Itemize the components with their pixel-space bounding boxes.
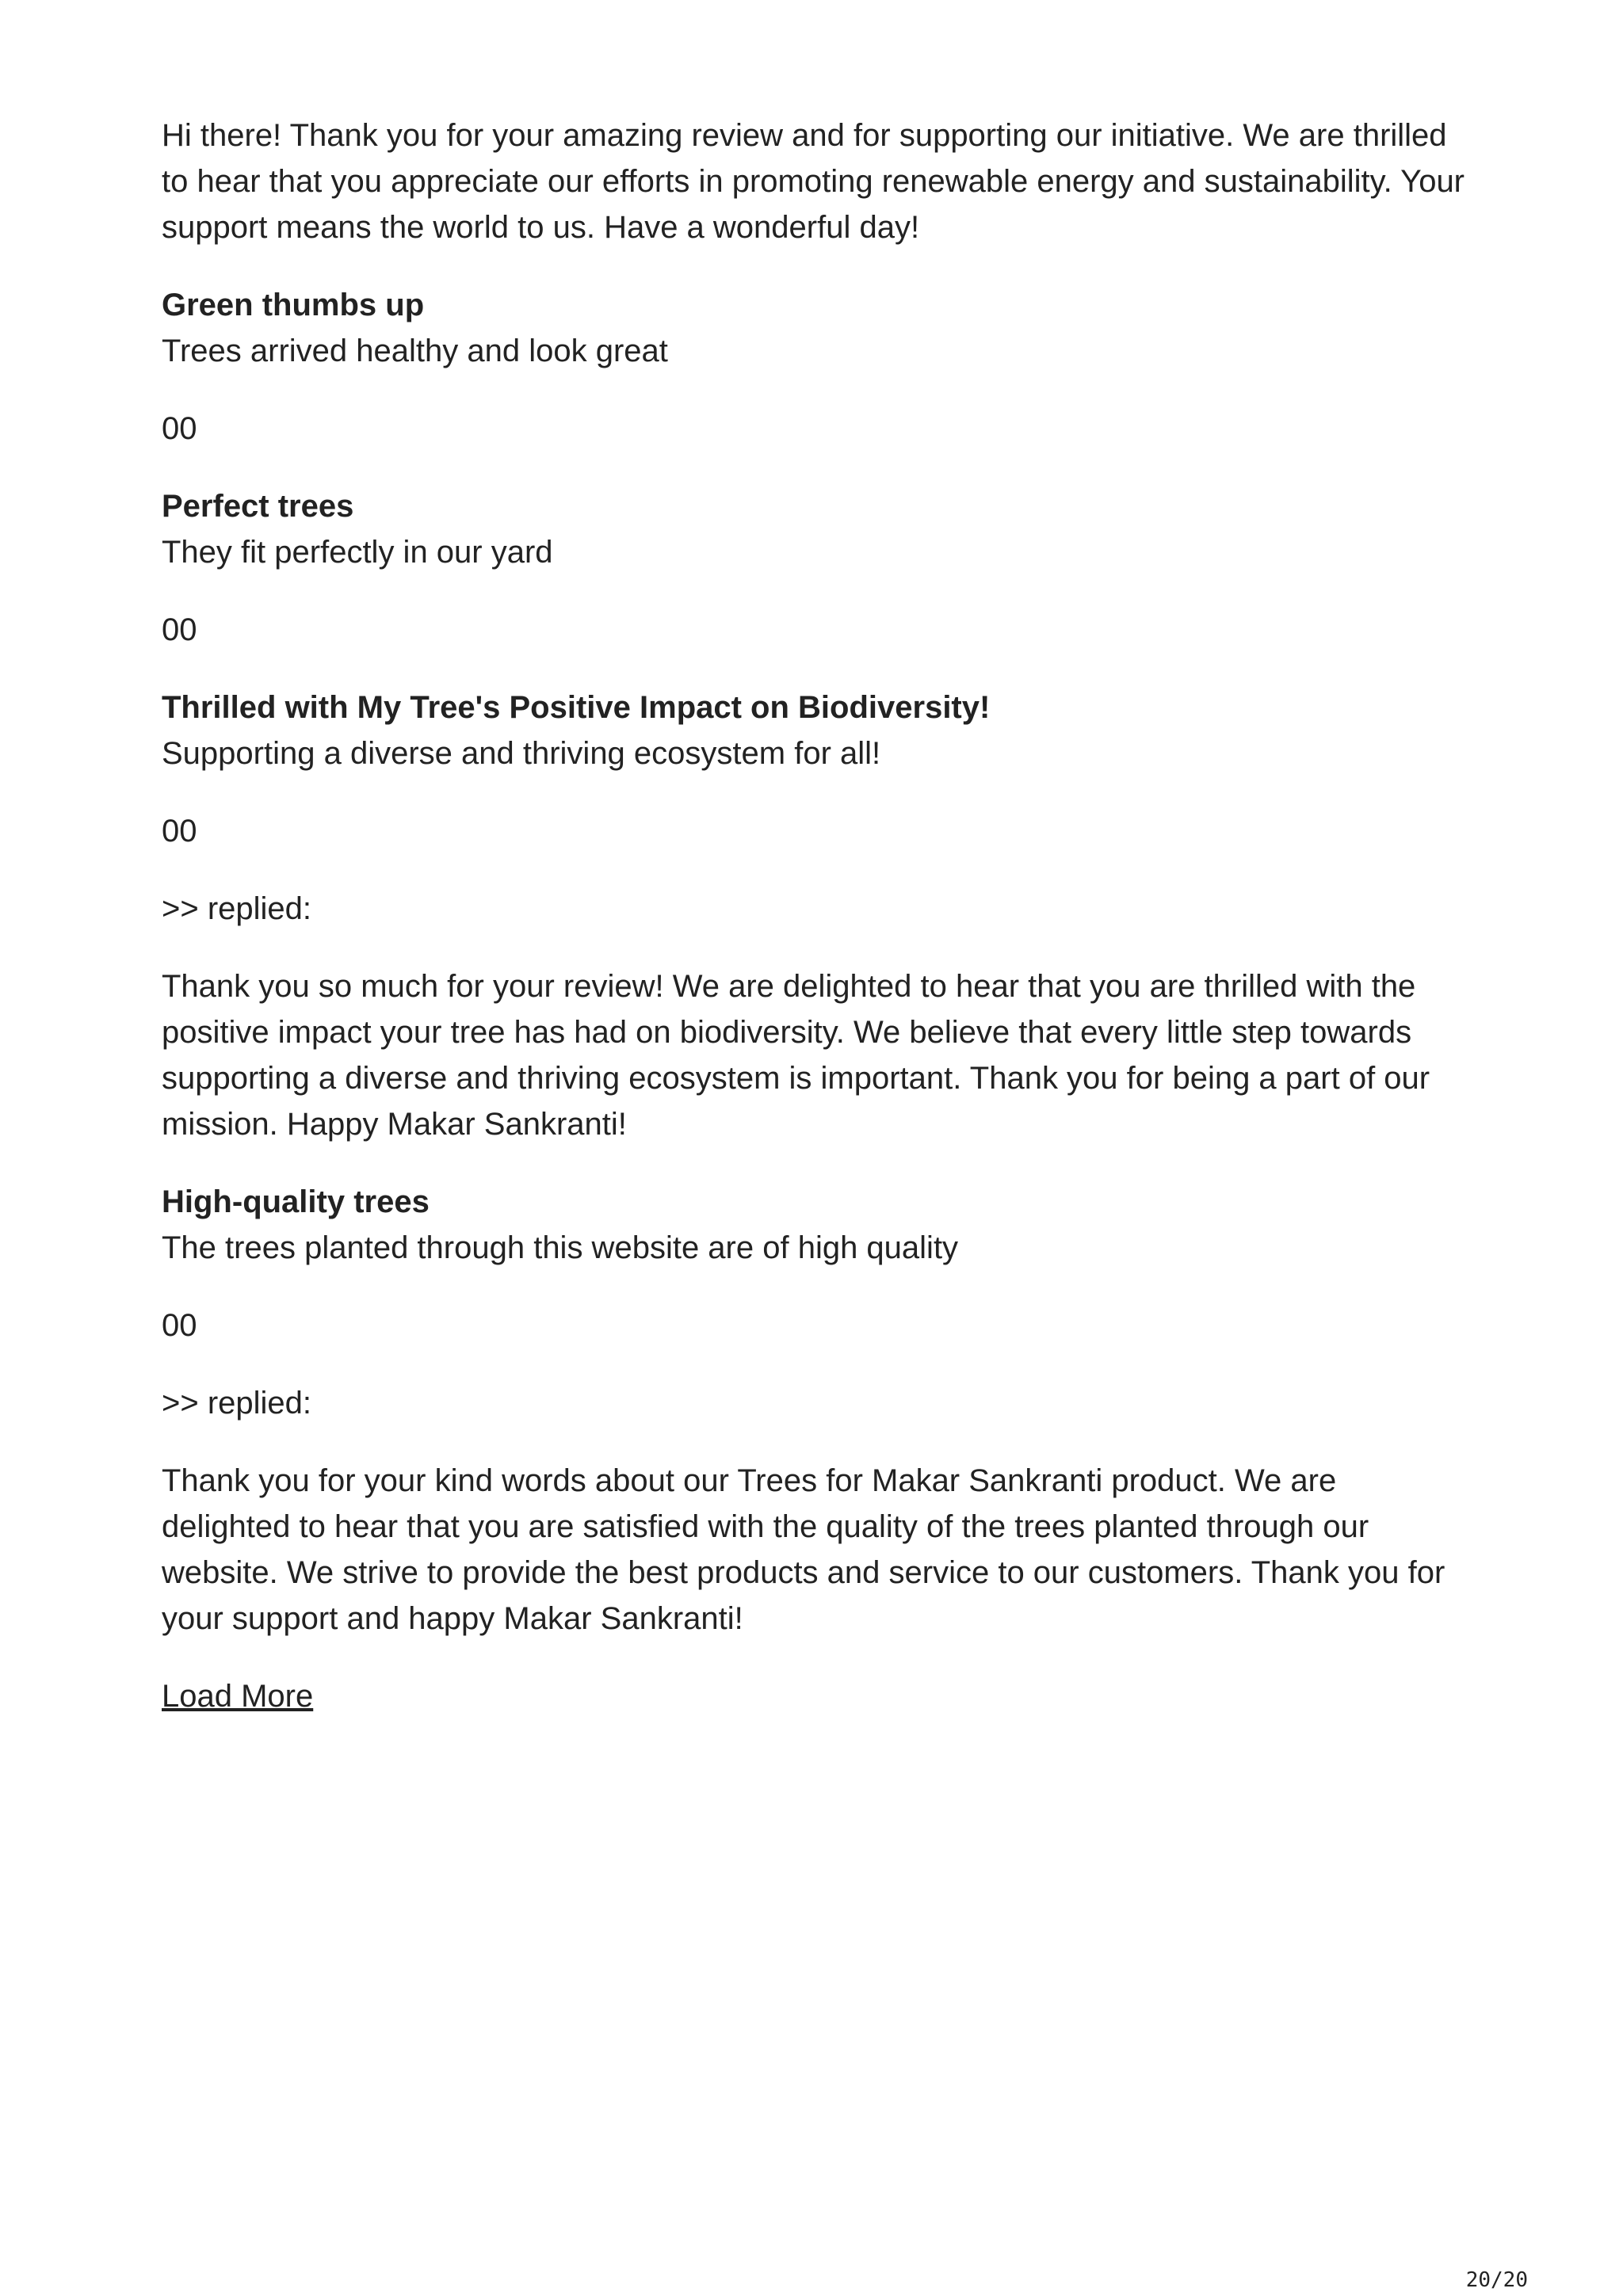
review-item: [162, 1179, 1469, 1642]
reply-text: Thank you for your kind words about our Trees for Makar Sankranti product. We are delighted to hear that you are satisfied with the quality of the trees planted through our website. We strive to provide the best products and service to our customers. Thank you for your support and happy Makar Sankranti!: [162, 1463, 1445, 1636]
review-title: Thrilled with My Tree's Positive Impact on Biodiversity!: [162, 690, 991, 725]
page-number: 20/20: [1465, 2268, 1528, 2292]
review-item: [162, 483, 1469, 653]
review-text: Trees arrived healthy and look great: [162, 334, 668, 368]
review-votes: 00: [162, 612, 197, 647]
review-title: Green thumbs up: [162, 288, 425, 322]
review-votes: 00: [162, 411, 197, 446]
review-title: Perfect trees: [162, 489, 354, 524]
review-votes: 00: [162, 814, 197, 849]
replied-label: >> replied:: [162, 1386, 312, 1421]
replied-label: >> replied:: [162, 891, 312, 926]
review-text: The trees planted through this website are of high quality: [162, 1230, 959, 1265]
review-title: High-quality trees: [162, 1184, 430, 1219]
reply-text: Hi there! Thank you for your amazing review and for supporting our initiative. We are thrilled to hear that you appreciate our efforts in promoting renewable energy and sustainability. Your support means the world to us. Have a wonderful day!: [162, 118, 1465, 245]
review-item: [162, 282, 1469, 452]
load-more-link[interactable]: Load More: [162, 1679, 314, 1714]
review-votes: 00: [162, 1308, 197, 1343]
review-text: They fit perfectly in our yard: [162, 535, 553, 570]
reviews-section: [162, 113, 1469, 1719]
reply-text: Thank you so much for your review! We are delighted to hear that you are thrilled with the positive impact your tree has had on biodiversity. We believe that every little step towards supporting a diverse and thriving ecosystem is important. Thank you for being a part of our mission. Happy Makar Sankranti!: [162, 969, 1430, 1142]
review-item: [162, 685, 1469, 1147]
review-text: Supporting a diverse and thriving ecosystem for all!: [162, 736, 881, 771]
